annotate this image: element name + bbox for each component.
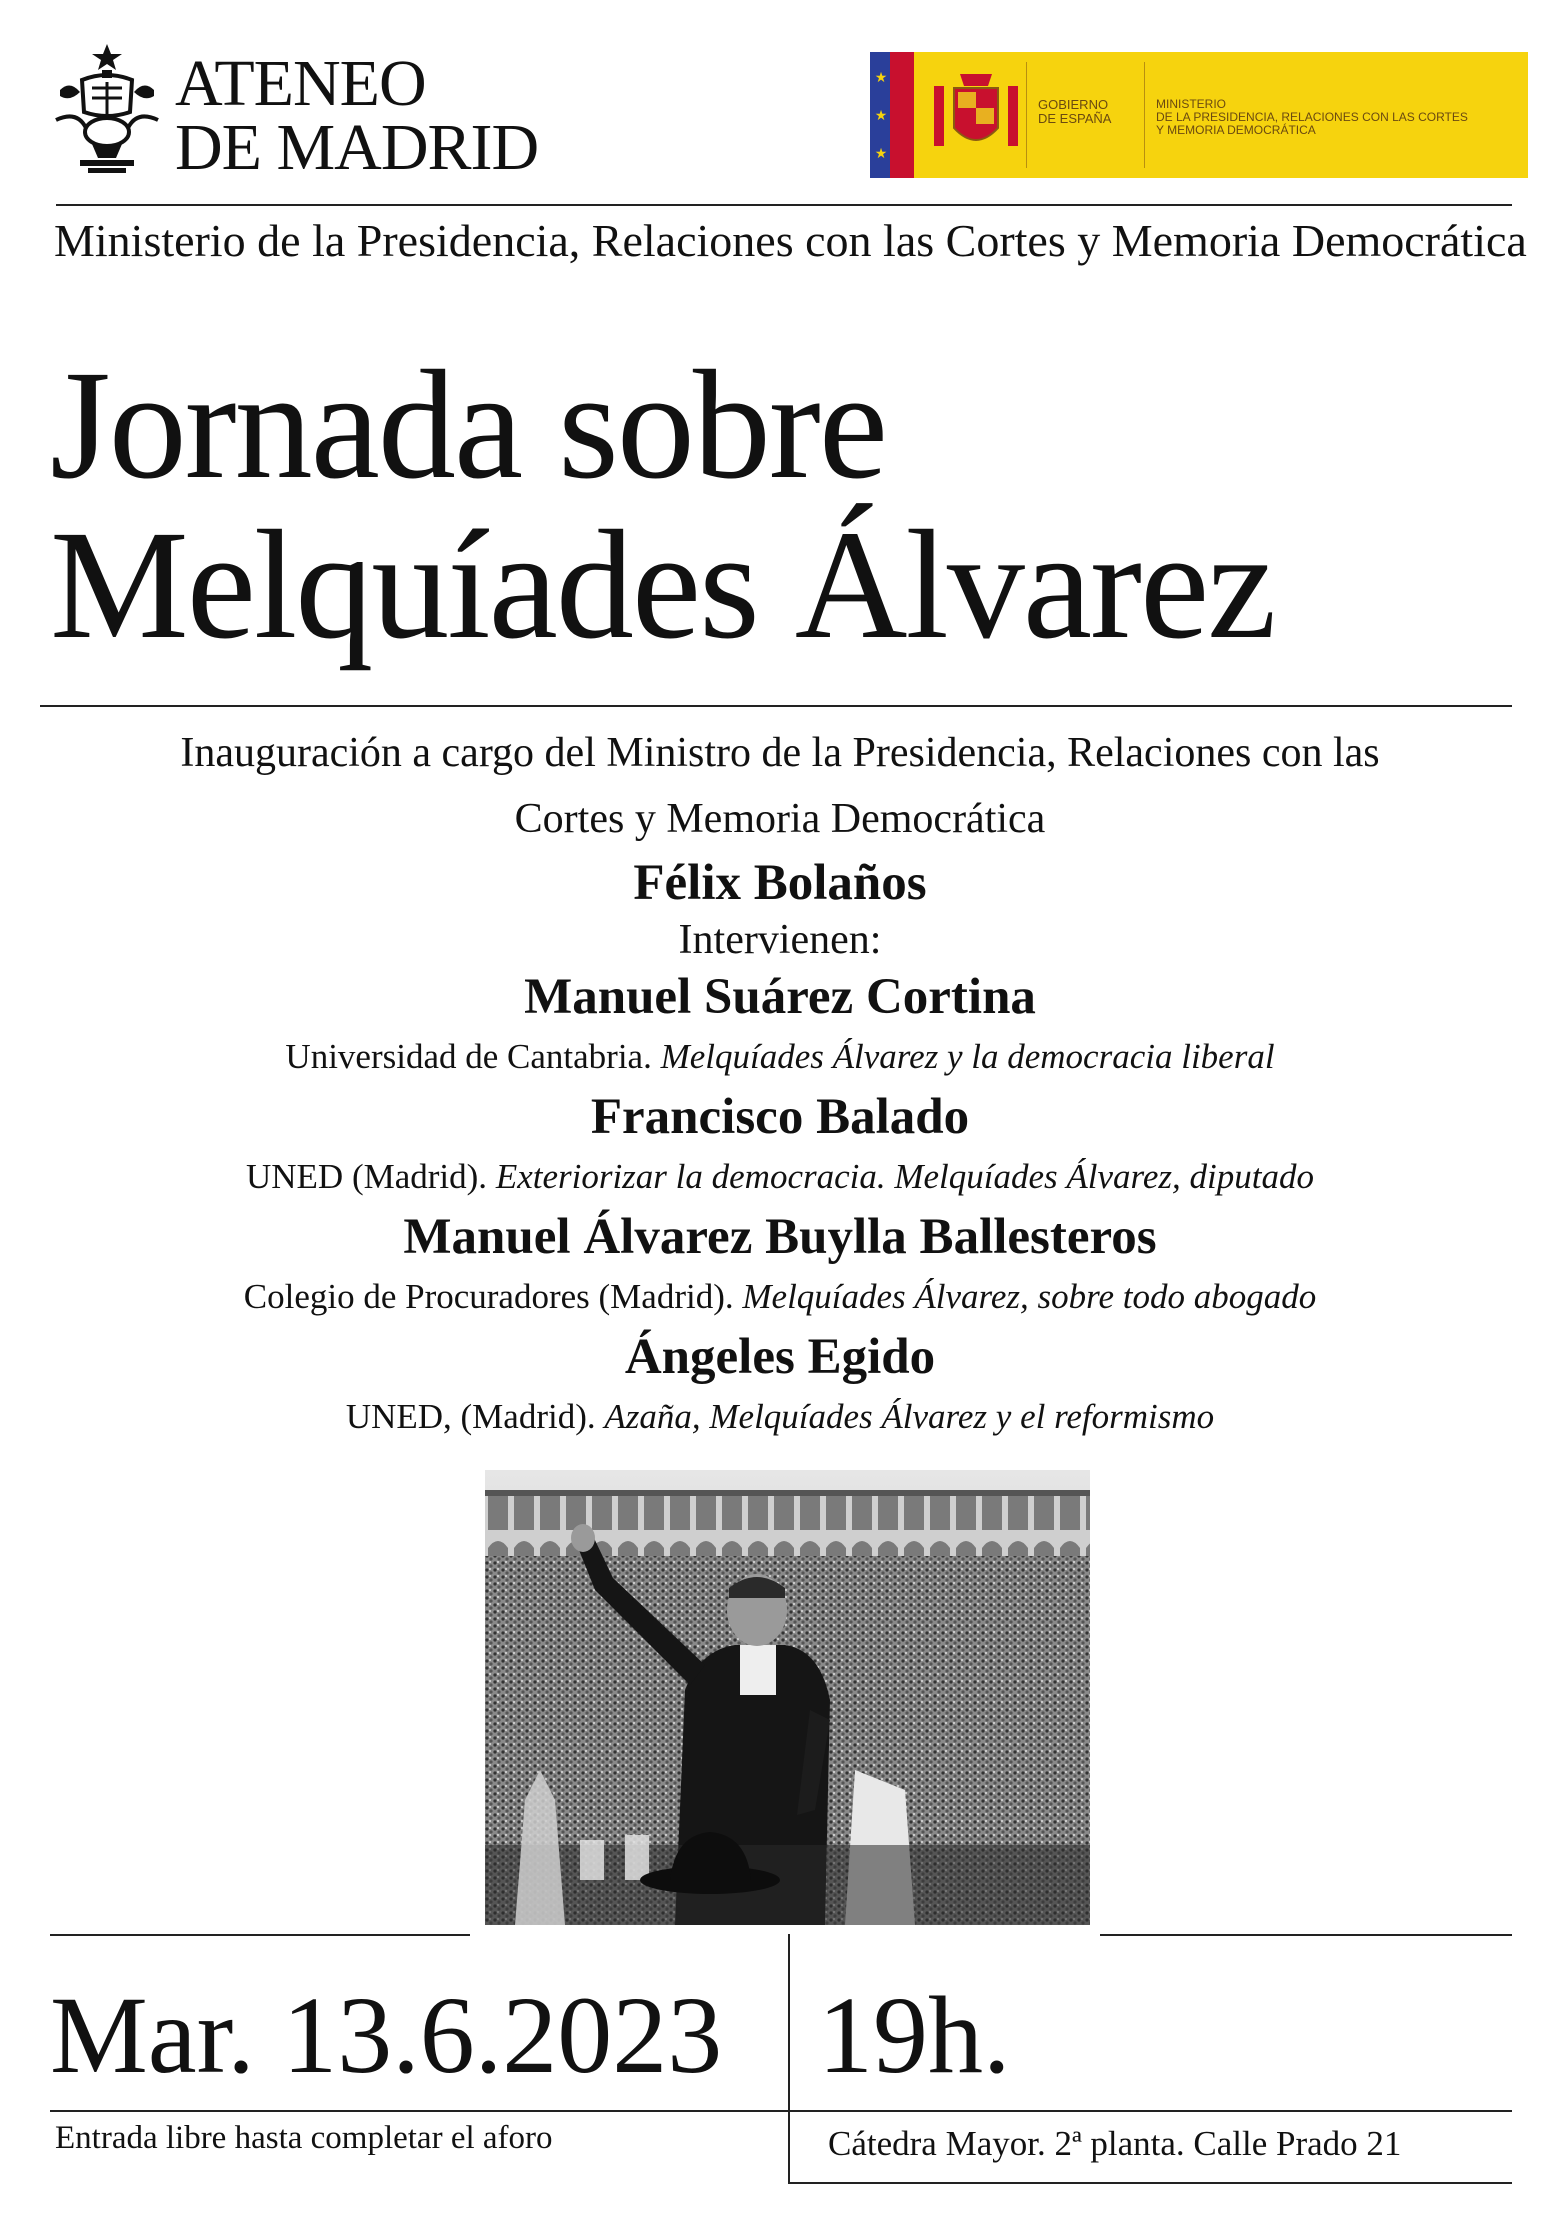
ateneo-logo-text xyxy=(175,47,539,184)
event-date: Mar. 13.6.2023 xyxy=(50,1974,723,2096)
min-line-2: DE LA PRESIDENCIA, RELACIONES CON LAS CORTES xyxy=(1156,110,1468,124)
divider xyxy=(50,1934,470,1936)
speaker-name: Manuel Suárez Cortina xyxy=(524,969,1036,1025)
speaker-name: Francisco Balado xyxy=(590,1089,970,1145)
event-location: Cátedra Mayor. 2ª planta. Calle Prado 21 xyxy=(828,2124,1402,2163)
historic-rally-photo xyxy=(485,1470,1090,1925)
speaker-affiliation xyxy=(40,1148,1520,1206)
divider xyxy=(50,2110,1512,2112)
svg-text:★: ★ xyxy=(874,71,888,86)
speaker-affiliation xyxy=(40,1028,1520,1086)
divider xyxy=(788,2182,1512,2184)
divider xyxy=(1100,1934,1512,1936)
svg-text:★: ★ xyxy=(874,109,888,124)
speaker-affiliation xyxy=(40,1388,1520,1446)
spain-flag-stripe xyxy=(890,52,914,178)
svg-text:★: ★ xyxy=(874,147,888,162)
inaugurator-name: Félix Bolaños xyxy=(633,855,927,911)
min-line-3: Y MEMORIA DEMOCRÁTICA xyxy=(1156,123,1316,137)
min-line-1: MINISTERIO xyxy=(1156,97,1227,111)
ateneo-line-2: DE MADRID xyxy=(175,111,539,184)
speaker-institution: UNED, (Madrid). xyxy=(345,1397,596,1436)
event-title xyxy=(50,338,1275,671)
speaker-institution: UNED (Madrid). xyxy=(246,1157,488,1196)
title-line-2: Melquíades Álvarez xyxy=(50,498,1275,671)
program xyxy=(40,720,1520,1446)
gobierno-espana-logo xyxy=(870,52,1528,178)
speaker-name: Manuel Álvarez Buylla Ballesteros xyxy=(403,1209,1157,1265)
speaker-name: Ángeles Egido xyxy=(624,1329,936,1385)
gobierno-text xyxy=(1038,98,1111,126)
logo-separator xyxy=(1144,62,1145,168)
intervienen-label: Intervienen: xyxy=(678,917,882,963)
talk-title: Exteriorizar la democracia. Melquíades Álvarez, diputado xyxy=(495,1157,1314,1196)
logo-separator xyxy=(1026,62,1027,168)
talk-title: Melquíades Álvarez y la democracia liberal xyxy=(660,1037,1275,1076)
gov-line-1: GOBIERNO xyxy=(1038,97,1109,112)
divider xyxy=(788,1934,790,2184)
intro-line-2: Cortes y Memoria Democrática xyxy=(514,796,1046,842)
speaker-affiliation xyxy=(40,1268,1520,1326)
admission-note: Entrada libre hasta completar el aforo xyxy=(55,2120,553,2156)
ministerio-subtitle: Ministerio de la Presidencia, Relaciones con las Cortes y Memoria Democrática xyxy=(54,215,1527,266)
divider xyxy=(56,204,1512,206)
ateneo-line-1: ATENEO xyxy=(175,47,426,120)
talk-title: Azaña, Melquíades Álvarez y el reformismo xyxy=(604,1397,1215,1436)
coat-of-arms-icon xyxy=(930,68,1022,164)
event-time: 19h. xyxy=(818,1974,1011,2096)
intro-line-1: Inauguración a cargo del Ministro de la Presidencia, Relaciones con las xyxy=(180,730,1380,776)
ministerio-logo-text xyxy=(1156,98,1468,137)
divider xyxy=(40,705,1512,707)
gov-line-2: DE ESPAÑA xyxy=(1038,111,1112,126)
speaker-institution: Colegio de Procuradores (Madrid). xyxy=(243,1277,734,1316)
talk-title: Melquíades Álvarez, sobre todo abogado xyxy=(742,1277,1317,1316)
ateneo-emblem-logo xyxy=(52,40,162,175)
eu-stars-icon xyxy=(872,52,890,178)
speaker-institution: Universidad de Cantabria. xyxy=(285,1037,652,1076)
title-line-1: Jornada sobre xyxy=(50,338,887,511)
